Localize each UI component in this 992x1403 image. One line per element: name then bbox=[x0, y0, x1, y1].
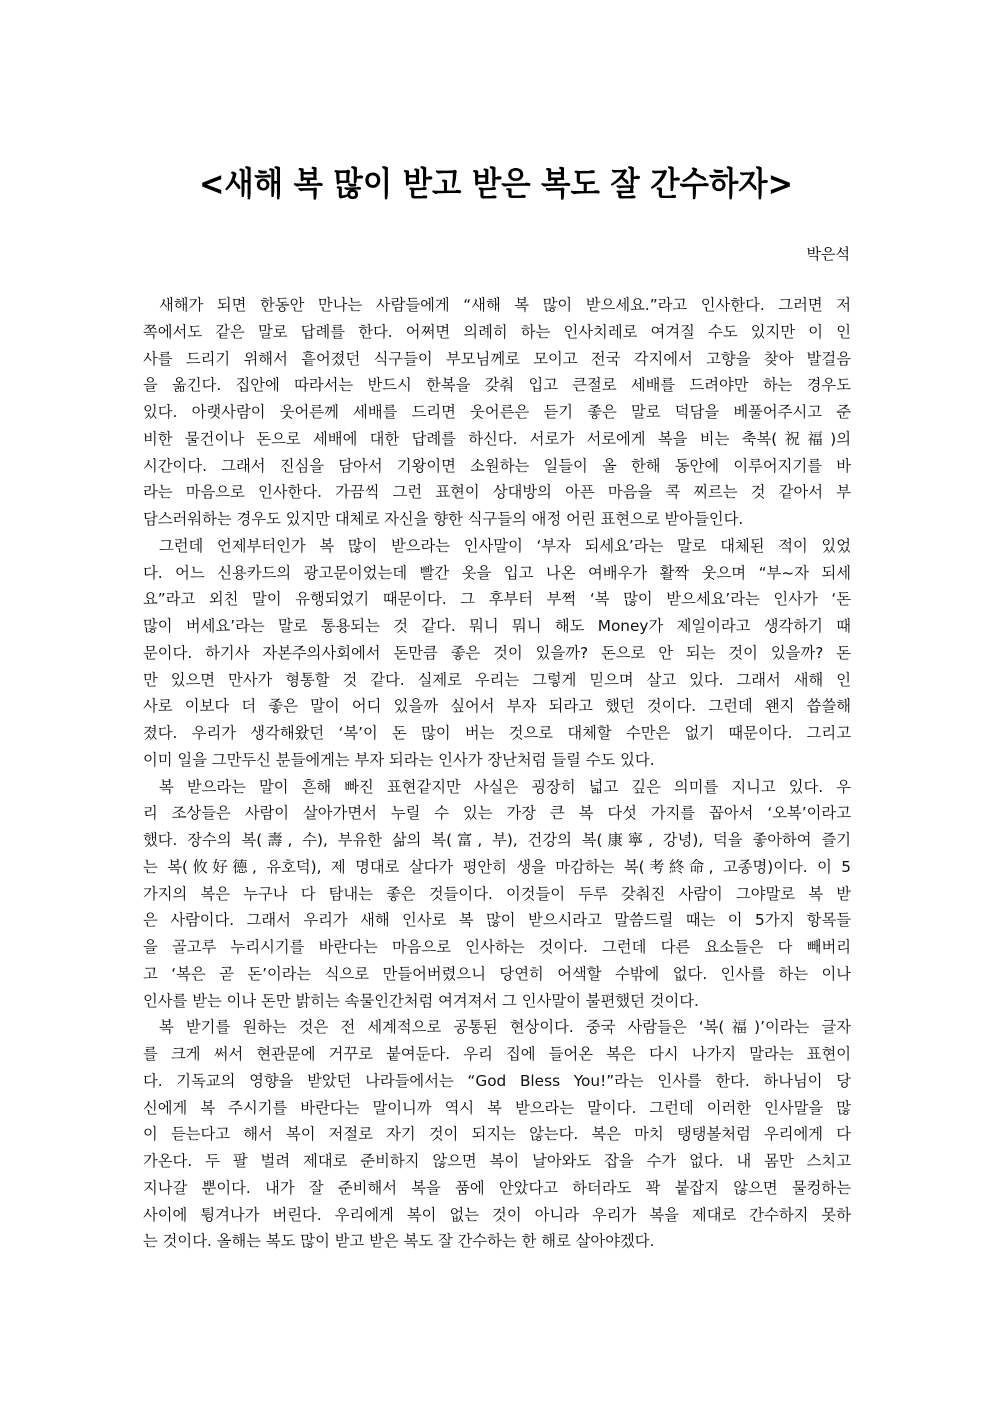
text-line: 쪽에서도 같은 말로 답례를 한다. 어쩌면 의례히 하는 인사치레로 여겨질 수도 있지만 이 인 bbox=[143, 322, 851, 341]
text-line: 사이에 튕겨나가 버린다. 우리에게 복이 없는 것이 아니라 우리가 복을 제대로 간수하지 못하 bbox=[143, 1205, 851, 1224]
text-line: 를 크게 써서 현관문에 거꾸로 붙여둔다. 우리 집에 들어온 복은 다시 나가지 말라는 표현이 bbox=[143, 1045, 851, 1063]
text-line: 시간이다. 그래서 진심을 담아서 기왕이면 소원하는 일들이 올 한해 동안에 이루어지기를 바 bbox=[143, 456, 851, 475]
text-line: 새해가 되면 한동안 만나는 사람들에게 “새해 복 많이 받으세요.”라고 인사한다. 그러면 저 bbox=[159, 296, 851, 314]
text-line: 있다. 아랫사람이 웃어른께 세배를 드리면 웃어른은 듣기 좋은 말로 덕담을 베풀어주시고 준 bbox=[143, 403, 851, 421]
text-line: 는 복(攸好德, 유호덕), 제 명대로 살다가 평안히 생을 마감하는 복(考終命, 고종명)이다. 이 5 bbox=[143, 857, 851, 876]
document-title: <새해 복 많이 받고 받은 복도 잘 간수하자> bbox=[198, 164, 794, 203]
paragraph-2 bbox=[143, 533, 851, 774]
text-line: 다. 기독교의 영향을 받았던 나라들에서는 “God Bless You!”라는 인사를 한다. 하나님이 당 bbox=[143, 1071, 851, 1090]
paragraph-4 bbox=[143, 1014, 851, 1255]
text-line: 그런데 언제부터인가 복 많이 받으라는 인사말이 ‘부자 되세요’라는 말로 대체된 적이 있었 bbox=[159, 536, 851, 555]
text-line: 사로 이보다 더 좋은 말이 어디 있을까 싶어서 부자 되라고 했던 것이다. 그런데 왠지 씁쓸해 bbox=[143, 697, 851, 716]
text-line: 리 조상들은 사람이 살아가면서 누릴 수 있는 가장 큰 복 다섯 가지를 꼽아서 ‘오복’이라고 bbox=[143, 804, 851, 823]
text-line: 이미 일을 그만두신 분들에게는 부자 되라는 인사가 장난처럼 들릴 수도 있다. bbox=[143, 750, 655, 769]
text-line: 은 사람이다. 그래서 우리가 새해 인사로 복 많이 받으시라고 말씀드릴 때는 이 5가지 항목들 bbox=[143, 911, 851, 930]
text-line: 요”라고 외친 말이 유행되었기 때문이다. 그 후부터 부쩍 ‘복 많이 받으세요’라는 인사가 ‘돈 bbox=[143, 590, 851, 609]
text-line: 많이 버세요’라는 말로 통용되는 것 같다. 뭐니 뭐니 해도 Money가 제일이라고 생각하기 때 bbox=[143, 617, 851, 635]
text-line: 을 골고루 누리시기를 바란다는 마음으로 인사하는 것이다. 그런데 다른 요소들은 다 빼버리 bbox=[143, 938, 851, 956]
text-line: 는 것이다. 올해는 복도 많이 받고 받은 복도 잘 간수하는 한 해로 살아야겠다. bbox=[143, 1232, 655, 1251]
text-line: 고 ‘복은 곧 돈’이라는 식으로 만들어버렸으니 당연히 어색할 수밖에 없다. 인사를 하는 이나 bbox=[143, 964, 851, 983]
text-line: 담스러워하는 경우도 있지만 대체로 자신을 향한 식구들의 애정 어린 표현으로 받아들인다. bbox=[143, 510, 744, 528]
text-line: 이 듣는다고 해서 복이 저절로 자기 것이 되지는 않는다. 복은 마치 탱탱볼처럼 우리에게 다 bbox=[143, 1125, 851, 1144]
text-line: 다. 어느 신용카드의 광고문이었는데 빨간 옷을 입고 나온 여배우가 활짝 웃으며 “부~자 되세 bbox=[143, 563, 851, 582]
text-line: 사를 드리기 위해서 흩어졌던 식구들이 부모님께로 모이고 전국 각지에서 고향을 찾아 발걸음 bbox=[143, 349, 851, 368]
text-line: 복 받으라는 말이 흔해 빠진 표현같지만 사실은 굉장히 넓고 깊은 의미를 지니고 있다. 우 bbox=[159, 777, 851, 796]
text-line: 문이다. 하기사 자본주의사회에서 돈만큼 좋은 것이 있을까? 돈으로 안 되는 것이 있을까? 돈 bbox=[143, 643, 851, 662]
text-line: 했다. 장수의 복(壽, 수), 부유한 삶의 복(富, 부), 건강의 복(康寧, 강녕), 덕을 좋아하여 즐기 bbox=[143, 831, 851, 849]
paragraph-1 bbox=[143, 292, 851, 533]
text-line: 가지의 복은 누구나 다 탐내는 좋은 것들이다. 이것들이 두루 갖춰진 사람이 그야말로 복 받 bbox=[143, 884, 851, 903]
text-line: 가온다. 두 팔 벌려 제대로 준비하지 않으면 복이 날아와도 잡을 수가 없다. 내 몸만 스치고 bbox=[143, 1152, 851, 1170]
text-line: 신에게 복 주시기를 바란다는 말이니까 역시 복 받으라는 말이다. 그런데 이러한 인사말을 많 bbox=[143, 1098, 851, 1117]
document-body bbox=[143, 292, 851, 1255]
text-line: 지나갈 뿐이다. 내가 잘 준비해서 복을 품에 안았다고 하더라도 꽉 붙잡지 않으면 물컹하는 bbox=[143, 1178, 851, 1197]
text-line: 라는 마음으로 인사한다. 가끔씩 그런 표현이 상대방의 아픈 마음을 콕 찌르는 것 같아서 부 bbox=[143, 483, 851, 502]
text-line: 비한 물건이나 돈으로 세배에 대한 답례를 하신다. 서로가 서로에게 복을 비는 축복(祝福)의 bbox=[143, 429, 851, 448]
text-line: 인사를 받는 이나 돈만 밝히는 속물인간처럼 여겨져서 그 인사말이 불편했던 것이다. bbox=[143, 991, 699, 1010]
text-line: 복 받기를 원하는 것은 전 세계적으로 공통된 현상이다. 중국 사람들은 ‘복(福)’이라는 글자 bbox=[159, 1018, 851, 1037]
text-line: 을 옮긴다. 집안에 따라서는 반드시 한복을 갖춰 입고 큰절로 세배를 드려야만 하는 경우도 bbox=[143, 376, 851, 395]
text-line: 졌다. 우리가 생각해왔던 ‘복’이 돈 많이 버는 것으로 대체할 수만은 없기 때문이다. 그리고 bbox=[143, 724, 851, 742]
text-line: 만 있으면 만사가 형통할 것 같다. 실제로 우리는 그렇게 믿으며 살고 있다. 그래서 새해 인 bbox=[143, 670, 851, 689]
author-name: 박은석 bbox=[806, 245, 850, 263]
paragraph-3 bbox=[143, 774, 851, 1015]
